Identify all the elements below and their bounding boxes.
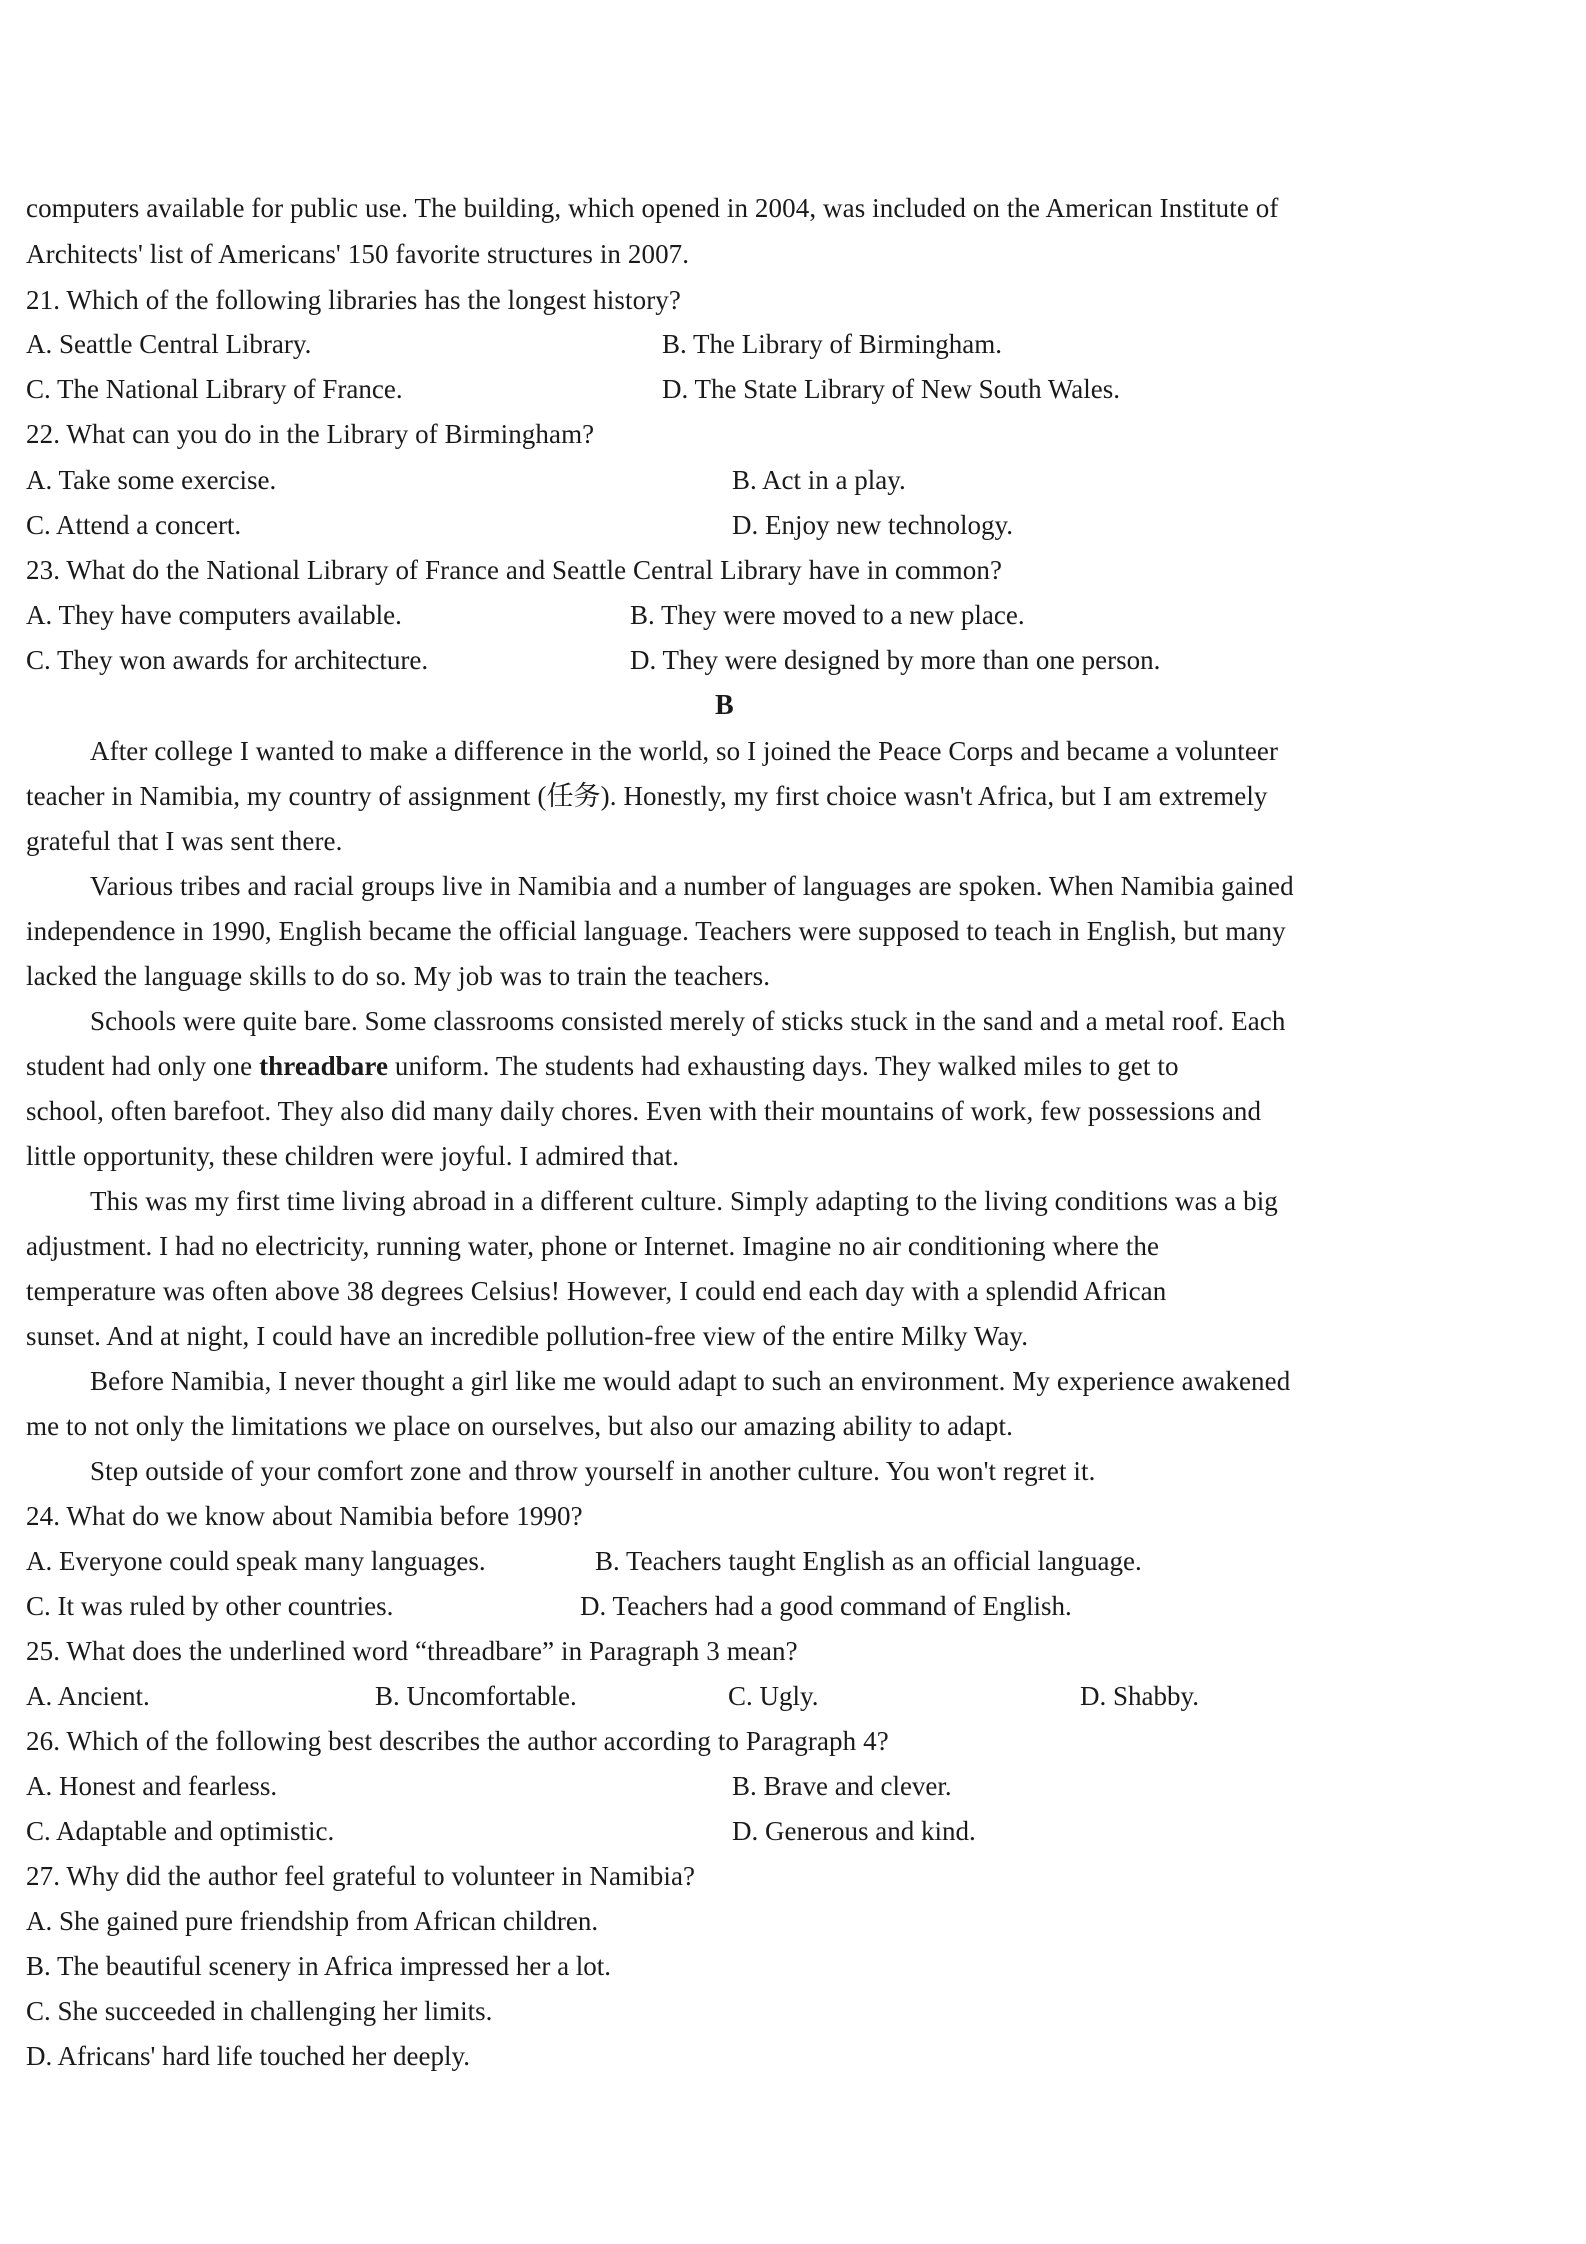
question-21-option-d: D. The State Library of New South Wales.	[662, 374, 1120, 404]
question-26-option-b: B. Brave and clever.	[732, 1771, 952, 1801]
question-25-option-a: A. Ancient.	[26, 1681, 150, 1711]
question-21-option-c: C. The National Library of France.	[26, 374, 403, 404]
question-24-option-b: B. Teachers taught English as an official language.	[595, 1546, 1142, 1576]
question-25-option-d: D. Shabby.	[1080, 1681, 1199, 1711]
question-25-option-c: C. Ugly.	[728, 1681, 819, 1711]
paragraph-line: little opportunity, these children were joyful. I admired that.	[26, 1141, 680, 1171]
question-22-option-d: D. Enjoy new technology.	[732, 510, 1013, 540]
paragraph-line: This was my first time living abroad in a different culture. Simply adapting to the living conditions was a big	[90, 1186, 1278, 1216]
question-22-option-b: B. Act in a play.	[732, 465, 906, 495]
paragraph-line: Step outside of your comfort zone and throw yourself in another culture. You won't regret it.	[90, 1456, 1096, 1486]
question-24-stem: 24. What do we know about Namibia before 1990?	[26, 1501, 583, 1531]
question-22-option-a: A. Take some exercise.	[26, 465, 277, 495]
question-26-option-a: A. Honest and fearless.	[26, 1771, 278, 1801]
question-27-option-b: B. The beautiful scenery in Africa impressed her a lot.	[26, 1951, 612, 1981]
question-21-option-a: A. Seattle Central Library.	[26, 329, 312, 359]
paragraph-line: me to not only the limitations we place on ourselves, but also our amazing ability to adapt.	[26, 1411, 1013, 1441]
question-22-stem: 22. What can you do in the Library of Birmingham?	[26, 419, 595, 449]
question-25-option-b: B. Uncomfortable.	[375, 1681, 577, 1711]
underlined-word-threadbare: threadbare	[259, 1051, 389, 1081]
paragraph-line: Various tribes and racial groups live in Namibia and a number of languages are spoken. When Namibia gained	[90, 871, 1294, 901]
question-21-option-b: B. The Library of Birmingham.	[662, 329, 1002, 359]
question-22-option-c: C. Attend a concert.	[26, 510, 242, 540]
question-27-stem: 27. Why did the author feel grateful to volunteer in Namibia?	[26, 1861, 696, 1891]
text-span: uniform. The students had exhausting days. They walked miles to get to	[388, 1051, 1179, 1081]
paragraph-line: sunset. And at night, I could have an incredible pollution-free view of the entire Milky Way.	[26, 1321, 1029, 1351]
passage-a-line: computers available for public use. The building, which opened in 2004, was included on the American Institute of	[26, 193, 1279, 223]
question-23-option-b: B. They were moved to a new place.	[630, 600, 1025, 630]
paragraph-line: grateful that I was sent there.	[26, 826, 343, 856]
question-23-option-d: D. They were designed by more than one person.	[630, 645, 1161, 675]
question-27-option-d: D. Africans' hard life touched her deeply.	[26, 2041, 470, 2071]
question-21-stem: 21. Which of the following libraries has the longest history?	[26, 285, 681, 315]
question-26-stem: 26. Which of the following best describes the author according to Paragraph 4?	[26, 1726, 889, 1756]
section-title: B	[715, 690, 734, 721]
text-span: student had only one	[26, 1051, 260, 1081]
passage-a-line: Architects' list of Americans' 150 favorite structures in 2007.	[26, 239, 690, 269]
question-23-option-c: C. They won awards for architecture.	[26, 645, 429, 675]
question-26-option-c: C. Adaptable and optimistic.	[26, 1816, 335, 1846]
question-23-stem: 23. What do the National Library of France and Seattle Central Library have in common?	[26, 555, 1003, 585]
question-25-stem: 25. What does the underlined word “threadbare” in Paragraph 3 mean?	[26, 1636, 798, 1666]
question-24-option-a: A. Everyone could speak many languages.	[26, 1546, 486, 1576]
paragraph-line: teacher in Namibia, my country of assignment (任务). Honestly, my first choice wasn't Africa, but I am extremely	[26, 781, 1268, 811]
paragraph-line: After college I wanted to make a difference in the world, so I joined the Peace Corps and became a volunteer	[90, 736, 1279, 766]
paragraph-line: temperature was often above 38 degrees Celsius! However, I could end each day with a splendid African	[26, 1276, 1167, 1306]
paragraph-line: school, often barefoot. They also did many daily chores. Even with their mountains of work, few possessions and	[26, 1096, 1262, 1126]
paragraph-line: independence in 1990, English became the official language. Teachers were supposed to teach in English, but many	[26, 916, 1286, 946]
question-23-option-a: A. They have computers available.	[26, 600, 402, 630]
paragraph-line	[26, 1049, 1179, 1083]
question-27-option-a: A. She gained pure friendship from African children.	[26, 1906, 599, 1936]
question-24-option-c: C. It was ruled by other countries.	[26, 1591, 394, 1621]
question-24-option-d: D. Teachers had a good command of English.	[580, 1591, 1072, 1621]
question-26-option-d: D. Generous and kind.	[732, 1816, 976, 1846]
paragraph-line: adjustment. I had no electricity, running water, phone or Internet. Imagine no air conditioning where the	[26, 1231, 1160, 1261]
paragraph-line: Schools were quite bare. Some classrooms consisted merely of sticks stuck in the sand and a metal roof. Each	[90, 1006, 1286, 1036]
question-27-option-c: C. She succeeded in challenging her limits.	[26, 1996, 493, 2026]
paragraph-line: Before Namibia, I never thought a girl like me would adapt to such an environment. My experience awakened	[90, 1366, 1291, 1396]
paragraph-line: lacked the language skills to do so. My job was to train the teachers.	[26, 961, 771, 991]
